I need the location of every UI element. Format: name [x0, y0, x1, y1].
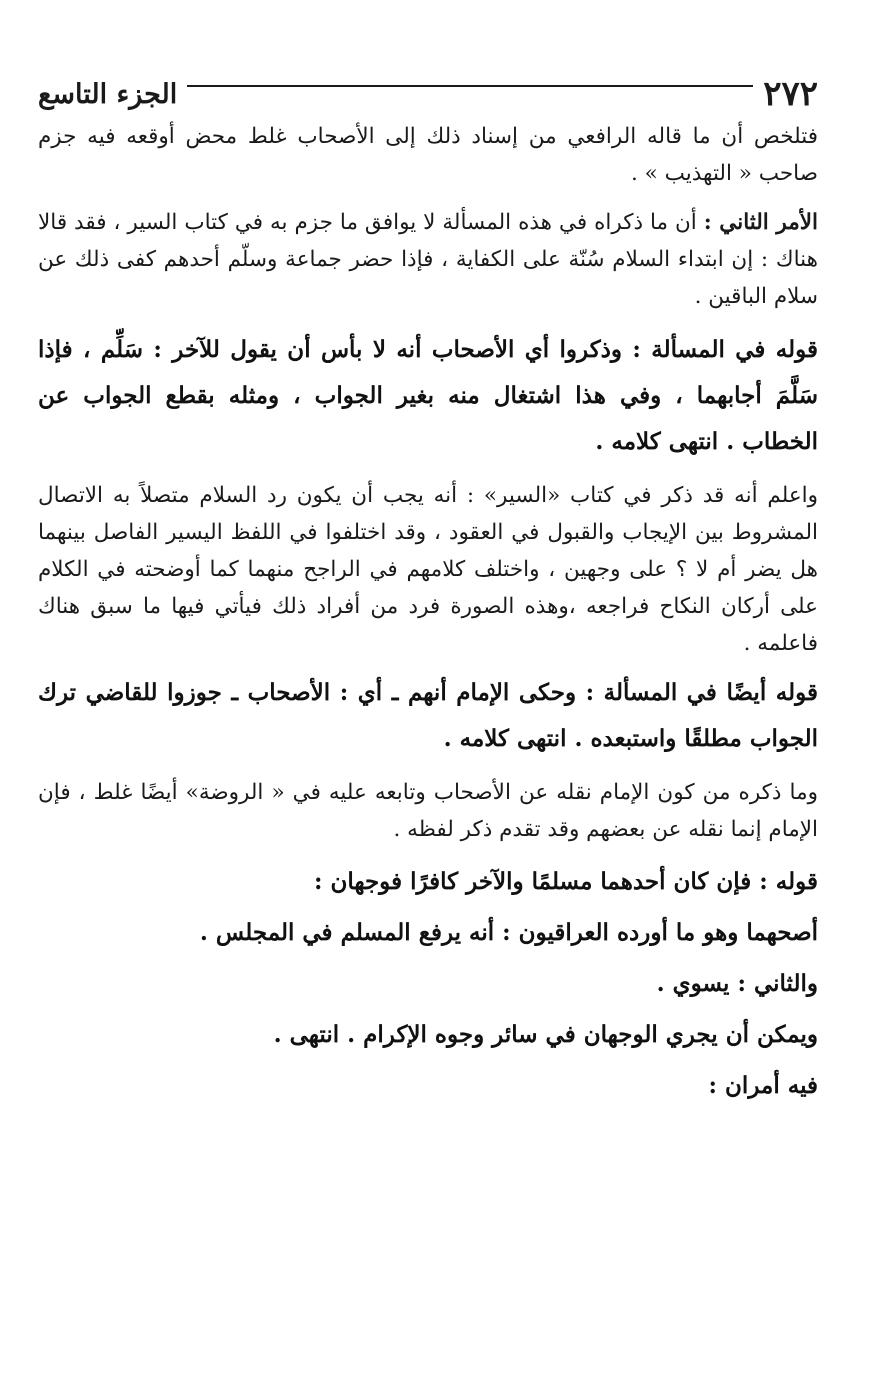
header-rule — [187, 85, 753, 87]
book-page — [38, 70, 818, 1360]
running-header — [38, 70, 818, 118]
quote-honor-note: ويمكن أن يجري الوجهان في سائر وجوه الإكرام . انتهى . — [273, 1021, 818, 1048]
paragraph-rawda-note: وما ذكره من كون الإمام نقله عن الأصحاب وتابعه عليه في « الروضة» أيضًا غلط ، فإن الإمام إنما نقله عن بعضهم وقد تقدم ذكر لفظه . — [38, 780, 818, 842]
quote-imam-report: قوله أيضًا في المسألة : وحكى الإمام أنهم ـ أي : الأصحاب ـ جوزوا للقاضي ترك الجواب مطلقًا واستبعده . انتهى كلامه . — [38, 679, 818, 752]
paragraph-second-matter — [38, 204, 818, 315]
paragraph-lead: الأمر الثاني : — [703, 210, 818, 235]
quote-two-views: قوله : فإن كان أحدهما مسلمًا والآخر كافرًا فوجهان : — [313, 868, 818, 895]
paragraph-conclusion: فتلخص أن ما قاله الرافعي من إسناد ذلك إلى الأصحاب غلط محض أوقعه فيه جزم صاحب « التهذيب » . — [38, 124, 818, 186]
quote-second-view: والثاني : يسوي . — [656, 970, 818, 997]
quote-first-view: أصحهما وهو ما أورده العراقيون : أنه يرفع المسلم في المجلس . — [199, 919, 818, 946]
paragraph-text: أن ما ذكراه في هذه المسألة لا يوافق ما جزم به في كتاب السير ، فقد قالا هناك : إن ابتداء السلام سُنّة على الكفاية ، فإذا حضر جماعة وسلّم أحدهم كفى ذلك عن سلام الباقين . — [38, 210, 818, 309]
quote-two-matters: فيه أمران : — [708, 1072, 818, 1099]
page-number: ٢٧٢ — [763, 74, 818, 114]
quote-greeting-issue: قوله في المسألة : وذكروا أي الأصحاب أنه لا بأس أن يقول للآخر : سَلِّم ، فإذا سَلَّمَ أجابهما ، وفي هذا اشتغال منه بغير الجواب ، ومثله بقطع الجواب عن الخطاب . انتهى كلامه . — [38, 336, 818, 455]
volume-title: الجزء التاسع — [38, 78, 178, 110]
paragraph-siyar-note: واعلم أنه قد ذكر في كتاب «السير» : أنه يجب أن يكون رد السلام متصلاً به الاتصال المشروط بين الإيجاب والقبول في العقود ، وقد اختلفوا في اللفظ اليسير الفاصل بينهما هل يضر أم لا ؟ على وجهين ، واختلف كلامهم في الراجح منهما كما أوضحته في الكلام على أركان النكاح فراجعه ،وهذه الصورة فرد من أفراد ذلك فيأتي فيها ما سبق هناك فاعلمه . — [38, 483, 818, 656]
